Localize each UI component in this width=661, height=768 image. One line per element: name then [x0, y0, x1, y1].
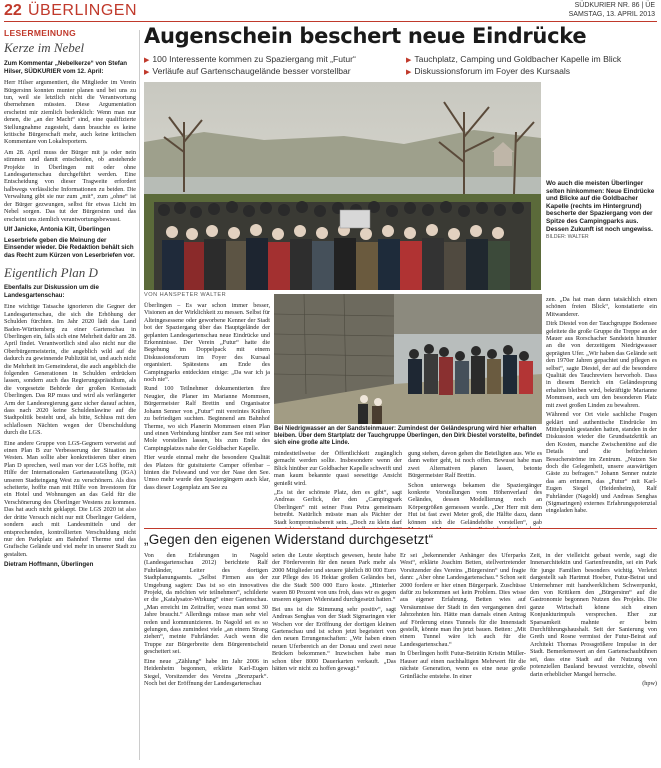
- issue-number: SÜDKURIER NR. 86 | ÜE: [574, 2, 655, 9]
- article-paragraph: zen. „Da hat man dann tatsächlich einen schönen freien Blick“, konstatierte ein Mitwanderer.: [546, 296, 657, 318]
- article-byline: VON HANSPETER WALTER: [144, 292, 227, 298]
- editor-note: Leserbriefe geben die Meinung der Einsender wieder. Die Redaktion behält sich das Recht zum Kürzen von Leserbriefen vor.: [4, 236, 135, 259]
- subarticle-paragraph: Von den Erfahrungen in Nagold (Landesgartenschau 2012) berichtete Ralf Fuhrländer, Leiter des dortigen Stadtplanungsamts. „Selbst Firmen aus der Umgebung sagten: Das ist so ein innovatives Projekt, da möchten wir teilnehmen“, schilderte er die „Katalysator-Wirkung“ einer Gartenschau. „Man erreicht im Zeitraffer, wozu man sonst 30 Jahre braucht.“ Allerdings müsse man sehr viel reden und kommunizieren. In Nagold sei es so gelungen, dass zumindest viele „an einem Strang ziehen“, meinte Fuhrländer. Auch wenn die Truppe zur Bürgerbreite dem Bürgerentscheid gescheitert sei.: [144, 552, 268, 656]
- letter2-paragraph: Eine andere Gruppe von LGS-Gegnern verweist auf einen Plan B zur Verbesserung der Situation im Westen. Man sollte aber konkretisieren über einen Plan D sprechen, weil man vor der LGS hoffte, mit Hilfe der Internationalen Gartenausstellung (IGA) unseren Stadteingang West zu verschönern. Als dies scheiterte, hoffte man mit Hilfe von Investoren für ein Hotel und Wohnungen an das Geld für die Verschönerung des Überlinger Westens zu kommen. Das hat auch nicht geklappt. Die LGS 2020 ist also der dritte Versuch nicht nur mit Überlinger Geldern, sondern auch mit Landesmitteln und der entsprechenden, kontrollierten Verschuldung nicht nur den Parkplatz am Bahnhof Therme und das Grafische Gelände und viel mehr in unserer Stadt zu gestalten.: [4, 439, 136, 558]
- article-paragraph: Rund 100 Teilnehmer dokumentierten ihre Neugier, die Planer im Marianne Mommsen, Bürgermeister Ralf Brettin und Organisator Johann Senner von „Futur“ mit vereintes Kräften zu befriedigen suchten. Beginnend am Bahnhof Therme, wo sich Planerin Mommsen einen Plan und einen Verbindung hinüber zum See mit seiner Mole vorstellen lassen, bis zum Ende des Campingplatzes nahe der Goldbacher Kapelle.: [144, 385, 270, 452]
- subarticle-column-4: [530, 552, 657, 764]
- shore-photo: [274, 294, 542, 424]
- article-paragraph: Dirk Diestel von der Tauchgruppe Bodensee geleitete die große Gruppe die Treppe an der Mauer aus Rorschacher Sandstein hinunter an die von derzeitigem Niedrigwasser geprägten Ufer. „Wir haben das Gelände seit den 1970er Jahren gepachtet und pflegen es selbst“, sagte Diestel, der auf die besondere Qualität des Tauchreviers hervorhob. Dass in diesem Bereich ein Geländesprung erhalten bleiben wird, bekräftigte Marianne Mommsen, auch um den besonderen Platz mit zwei großen Linden zu bewahren.: [546, 320, 657, 409]
- article-column-1: [144, 302, 270, 528]
- photo1-credit: BILDER: WALTER: [546, 234, 589, 241]
- article-paragraph: Während vor Ort viele sachliche Fragen geklärt und authentische Eindrücke im Mittelpunkt gestanden hatten, standen in der Diskussion wieder die Grundsatzkritik an den Kosten, manche Zwischentöne auf die Details und die befürchteten Besucherströme im Zentrum. „Nutzen Sie doch die Gelegenheit, unsere auswärtigen Gäste zu befragen.“ Johann Senner nutzte das am erinnern, das „Futur“ mit Karl-Eugen Siegel (Heidenheim), Ralf Fuhrländer (Nagold) und Andreas Senghas (Sigmaringen) externes Erfahrungspotenzial eingeladen habe.: [546, 411, 657, 515]
- shore-photo-image: [274, 294, 542, 424]
- letters-column: [4, 28, 136, 764]
- page-number: 22: [4, 2, 22, 19]
- subarticle-column-3: [400, 552, 526, 764]
- bullet-item: ▶ Diskussionsforum im Foyer des Kursaals: [406, 66, 570, 76]
- photo1-caption: [546, 180, 657, 242]
- subarticle-paragraph: Zeit, in der vielleicht gebaut werde, sagt die Innenarchitektin und Gartenfreundin, sei ein Park für junge Familien besonders wichtig. Verletzt dargestellt sah Hartmut Hoeber, Futur-Beirat und Unternehmer mit handwerklichem Schwerpunkt, den von Kritikern den „Bürgersinn“ auf die Gastronomie begonnen Nutzen des Projekts. Die ganze Wirtschaft könne sich einen Konjunkturimpuls versprechen. Eher zur Sparsamkeit mahnte er beim Durchführungshaushalt. Seit der Sanierung von Greth und Rosne vermisst der Futur-Beirat auf Architekt Thomas Prossgrößere Impulse in der Stadt. Bemerkenswert an den Gartenschaubühnen sei, dass eine Stadt auf die Nutzung von potenziellen Bauland bewusst verzichte, obwohl darin erheblicher Mangel herrsche.: [530, 552, 657, 678]
- letter1-paragraph: Am 28. April muss der Bürger mit ja oder nein stimmen und damit entscheiden, ob anstehende Projekte in Überlingen mit oder ohne Landesgartenschau durchgeführt werden. Eine Entscheidung von dieser Tragweite erfordert halbwegs verlässliche Informationen zu beiden. Die Verwaltung gibt sie nur zum „mit“, zum „ohne“ ist der Bürger gezwungen, selbst für etwas Licht im Nebel sorgen. Das tut der Bürgersinn und das erscheint uns ziemlich verantwortungsbewusst.: [4, 148, 136, 223]
- subarticle-headline: „Gegen den eigenen Widerstand durchgesetzt“: [144, 532, 434, 547]
- article-bullets: [144, 54, 657, 80]
- subarticle-column-1: [144, 552, 268, 764]
- bullet-item: ▶ Verläufe auf Gartenschaugelände besser vorstellbar: [144, 66, 351, 76]
- issue-date: SAMSTAG, 13. APRIL 2013: [568, 11, 655, 18]
- bullet-item: ▶ 100 Interessente kommen zu Spaziergang mit „Futur“: [144, 54, 356, 64]
- group-photo-image: [144, 82, 541, 290]
- section-title: ÜBERLINGEN: [28, 2, 138, 19]
- letter2-signature: Dietram Hoffmann, Überlingen: [4, 561, 94, 569]
- letter1-signature: Ulf Janicke, Antonia Kilt, Überlingen: [4, 225, 111, 233]
- group-photo: [144, 82, 541, 290]
- letter2-lead: Ebenfalls zur Diskussion um die Landesgartenschau:: [4, 284, 99, 299]
- bullet-item: ▶ Tauchplatz, Camping und Goldbacher Kapelle im Blick: [406, 54, 621, 64]
- article-paragraph: Schon unterwegs bekamen die Spaziergänger konkrete Vorstellungen vom Höhenverlauf des Geländes, dessen Modellierung noch an Körpergrößen gemessen wurde. „Der Herr mit dem Hut ist fast zwei Meter groß, die Hälfte dazu, dann können sich die Geländehöhe vorstellen“, gab: [408, 481, 542, 526]
- section-rule: [144, 528, 657, 529]
- photo2-caption: Bei Niedrigwasser an der Sandsteinmauer: Zumindest der Geländesprung wird hier erhalten bleiben. Über dem Startplatz der Tauchgruppe Überlingen, den Dirk Diestel vorstellte, befindet sich eine große alte Linde.: [274, 426, 542, 446]
- article-paragraph: Hier wurde einmal mehr die besondere Qualität des Platzes für gutsituierte Camper offenbar – hinten die Felswand und vor der Nase den See. Umso mehr wurde den Spaziergängern auch klar, dass dieser Logenplatz am See zu: [144, 454, 270, 491]
- subarticle-signature: (hpw): [642, 679, 657, 687]
- letters-kicker: LESERMEINUNG: [4, 28, 77, 38]
- article-column-4: [546, 296, 657, 528]
- subarticle-paragraph: seien die Leute skeptisch gewesen, heute habe der Förderverein für den neuen Park mehr als 2000 Mitglieder und steuere jährlich 80 000 Euro zur Pflege des 16 Hektar großen Geländes bei, die die Stadt 500 000 Euro koste. „Hinterher waren 80 Prozent von uns froh, dass wir es gegen unseren eigenen Widerstand durchgesetzt hatten.“: [272, 552, 396, 604]
- letter2-title: Eigentlich Plan D: [4, 265, 98, 281]
- letter2-paragraph: Eine wichtige Tatsache ignorieren die Gegner der Landesgartenschau, die sich die Erhöhung der Schulden fürchten. Im Jahr 2020 lädt das Land Baden-Württemberg zu einer Gartenschau in Überlingen ein, falls sich eine Mehrheit dafür am 28. April findet. Verantwortlich sind also nicht nur die Oberbürgermeisterin, die angeblich wild auf die dadurch zu gewinnende Publizität ist, und auch nicht die Mehrheit im Gemeinderat, die auch angeblich die folgenden Generationen in Schulden erdrücken lassen, sondern auch das Regierungspräsidium, als die vorgesetzte Behörde der großen Kreisstadt Überlingen. Das RP muss und wird als verlängerter Arm der Landesregierung ganz sicher darauf achten, dass nach 2020 keine Schuldenlawine auf die Stadtpolitik besteht und, als bitte, Schluss mit den schlaflosen Nächten wegen der Überschuldung durch die LGS.: [4, 303, 136, 437]
- subarticle-paragraph: Er sei „bekennender Anhänger des Uferparks West“, erklärte Joachim Betten, stellvertretender Vorsitzender des Vereins „Bürgersinn“ und fragte dann: „Aber ohne Landesgartenschau.“ Schon seit 2000 fordere er hier einen Bürgerpark. Zuschüsse dafür zu bekommen sei kein Problem. Dies wisse aus eigener Erfahrung. Betten wies auf Versäumnisse der Stadt in den vergangenen drei Jahrzehnten hin. Hätte man damals einen Antrag auf Förderung eines Tunnels für die Innenstadt gestellt, könnte man ihn jetzt bauen. Betten: „Mit einem Tunnel wäre ich auch für die Landesgartenschau.“: [400, 552, 526, 648]
- article-column-2: [274, 450, 402, 528]
- header-rule: [4, 21, 657, 22]
- letter1-paragraph: Herr Hilser argumentiert, die Mitglieder im Verein Bürgersinn konnten munter planen und bei uns zu tun, weil sie letztlich nicht die Verantwortung übernehmen müssten. Diese Argumentation erscheint mir ziemlich bedenklich: Wenn man nur denen, die „an der Macht“ sind, eine qualifizierte Stellungnahme zugesteht, dann brauchte es keine kritische Bürgerschaft mehr, auch keine kritischen Kommentare von Lokalreportern.: [4, 79, 136, 146]
- article-paragraph: Überlingen – Es war schon immer besser, Visionen an der Wirklichkeit zu messen. Selbst für Alteingesessene oder geworbene Kenner der Stadt bot der Spaziergang über das Hauptgelände der geplanten Landesgartenschau neue Eindrücke und Erkenntnisse. Der Verein „Futur“ hatte die Begehung im Doppelpack mit einem Diskussionsforum im Foyer des Kursaal organisiert. Spätestens am Ende des Campingparks entdeckten einige: „Da war ich ja noch nie“.: [144, 302, 270, 384]
- issue-meta: [569, 1, 655, 19]
- subarticle-paragraph: In Überlingen hofft Futur-Beirätin Kristin Müller-Hauser auf einen nachhaltigen Mehrwert für die nächste Generation, wenn es eine neue große Grünfläche entstehe. In einer: [400, 650, 526, 680]
- article-column-3: [408, 450, 542, 528]
- subarticle-paragraph: Eine neue „Zählung“ habe im Jahr 2006 in Heidenheim begonnen, erklärte Karl-Eugen Siegel, Vorsitzender des Vereins „Brenzpark“. Noch bei der Eröffnung der Landesgartenschau: [144, 657, 268, 687]
- column-divider: [139, 30, 140, 760]
- letter1-lead: Zum Kommentar „Nebelkerze“ von Stefan Hilser, SÜDKURIER vom 12. April:: [4, 60, 128, 75]
- subarticle-paragraph: Bei uns ist die Stimmung sehr positiv“, sagt Andreas Senghas von der Stadt Sigmaringen vier Wochen vor der Eröffnung der dortigen kleinen Gartenschau und ist schon jetzt begeistert von den neuen Errungenschaften: „Wir haben einen neuen Uferbereich an der Donau und zwei neue Brücken bekommen.“ Inzwischen habe man schon über 8000 Dauerkarten verkauft. „Das hätten wir nicht zu hoffen gewagt.“: [272, 605, 396, 673]
- letter1-title: Kerze im Nebel: [4, 40, 85, 55]
- article-paragraph: „Es ist der schönste Platz, den es gibt“, sagt Andreas Gerlick, der den „Campingpark Überlingen“ mit seiner Frau Petra gemeinsam betreibt. Natürlich müsste man als Pächter der Stadt kompromissbereit sein. „Doch zu klein darf: [274, 489, 402, 526]
- subarticle-column-2: [272, 552, 396, 764]
- photo1-caption-text: Wo auch die meisten Überlinger selten hinkommen: Neue Eindrücke und Blicke auf die Goldbacher Kapelle (rechts im Hintergrund) bescherte der Spaziergang von der Spitze des Campingparks aus. Dessen Zukunft ist noch ungewiss.: [546, 180, 655, 233]
- article-headline: Augenschein beschert neue Eindrücke: [144, 24, 587, 48]
- article-paragraph: mindestteilweise der Öffentlichkeit zugänglich gemacht werden sollte. Insbesondere wenn der Blick hinüber zur Goldbacher Kapelle schweift und man kaum bekannte quasi seeseitige Ansicht genießt wird.: [274, 450, 402, 487]
- article-paragraph: gung stehen, davon gehen die Beteiligten aus. Wie es dann weiter geht, ist noch offen. Bewusst habe man zwei Alternativen planen lassen, betonte Bürgermeister Ralf Brettin.: [408, 450, 542, 480]
- page-header: [0, 0, 661, 22]
